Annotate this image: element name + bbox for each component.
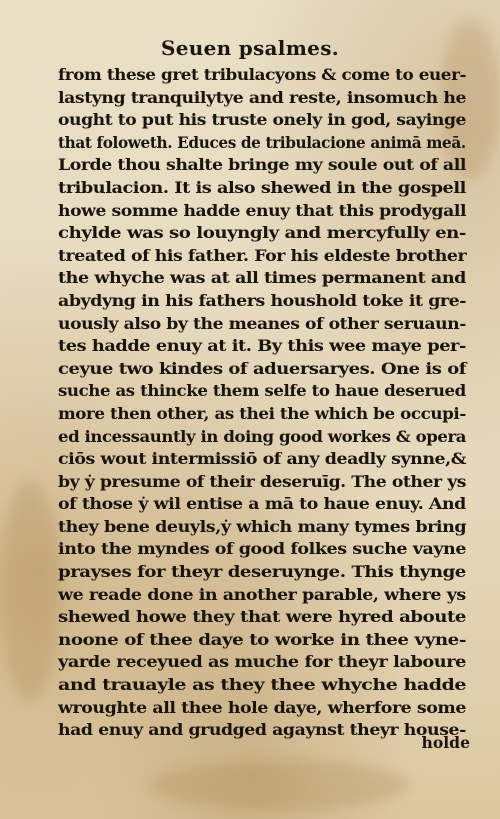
water-stain [150,760,410,810]
text-line: ed incessauntly in doing good workes & opera [58,426,467,446]
text-line: tribulacion. It is also shewed in the gospell [58,177,466,197]
text-line: abydyng in his fathers houshold toke it gre- [58,290,467,310]
text-line: the whyche was at all times permanent and [58,268,466,288]
text-line: of those ẏ wil entise a mā to haue enuy. And [58,494,466,514]
text-line: more then other, as thei the which be occupi- [58,403,466,423]
running-header: Seuen psalmes. [160,36,340,60]
text-line: treated of his father. For his eldeste brother [58,245,467,265]
text-line: into the myndes of good folkes suche vayne [58,539,467,559]
text-line: that foloweth. Educes de tribulacione animā meā. [58,132,466,152]
text-line: yarde receyued as muche for theyr laboure [58,652,466,672]
text-line: they bene deuyls,ẏ which many tymes bring [58,516,467,536]
text-line: ceyue two kindes of aduersaryes. One is of [58,358,467,378]
text-line: by ẏ presume of their deseruīg. The other ys [58,471,467,491]
text-line: chylde was so louyngly and mercyfully en- [58,223,466,243]
text-line: Lorde thou shalte bringe my soule out of all [58,155,467,175]
text-line: had enuy and grudged agaynst theyr house- [58,720,466,740]
text-line: ciōs wout intermissiō of any deadly synne,& [58,449,467,469]
text-line: suche as thincke them selfe to haue deserued [58,381,466,401]
body-text [58,64,468,742]
text-line: uously also by the meanes of other seruaun- [58,313,466,333]
text-line: tes hadde enuy at it. By this wee maye per- [58,336,466,356]
text-line: ought to put his truste onely in god, sayinge [58,110,467,130]
text-line: we reade done in another parable, where ys [58,584,466,604]
water-stain [0,480,60,700]
text-line: shewed howe they that were hyred aboute [58,607,467,627]
text-line: howe somme hadde enuy that this prodygall [58,200,467,220]
text-line: noone of thee daye to worke in thee vyne- [58,629,466,649]
text-line: lastyng tranquilytye and reste, insomuch he [58,87,467,107]
text-line: and trauayle as they thee whyche hadde [58,675,466,695]
text-line: prayses for theyr deseruynge. This thynge [58,562,466,582]
catchword: holde [421,733,470,752]
text-line: wroughte all thee hole daye, wherfore some [58,697,467,717]
text-line: from these gret tribulacyons & come to euer- [58,65,467,84]
